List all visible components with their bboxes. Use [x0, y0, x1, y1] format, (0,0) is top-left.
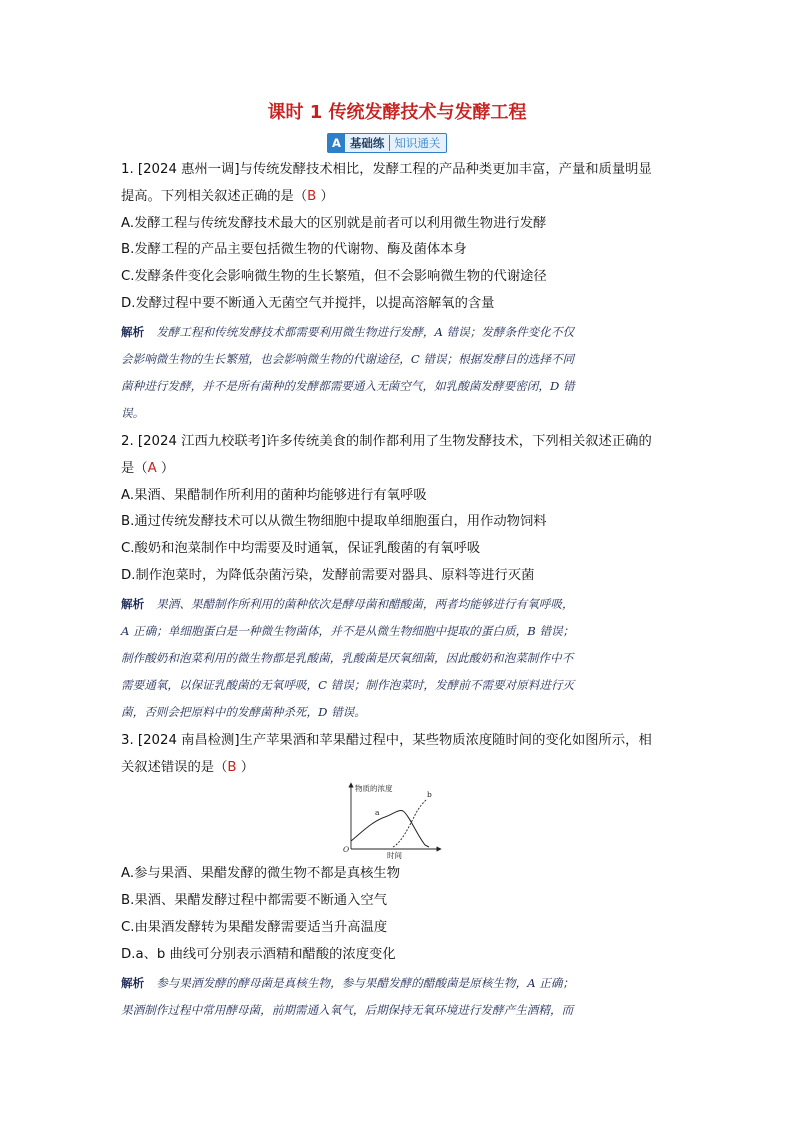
q1-option-b: B.发酵工程的产品主要包括微生物的代谢物、酶及菌体本身	[121, 242, 467, 257]
q2-explanation-line1: 解析 果酒、果醋制作所利用的菌种依次是酵母菌和醋酸菌，两者均能够进行有氧呼吸，	[121, 597, 574, 611]
q2-stem-line2: 是（A ）	[121, 461, 175, 476]
q1-explanation-line2: 会影响微生物的生长繁殖，也会影响微生物的代谢途径，C 错误；根据发酵目的选择不同	[121, 352, 575, 366]
q1-option-a: A.发酵工程与传统发酵技术最大的区别就是前者可以利用微生物进行发酵	[121, 216, 547, 231]
badge-label: 基础练	[349, 136, 385, 150]
q3-explanation-label: 解析	[121, 976, 145, 990]
origin-label: O	[343, 845, 350, 854]
q3-option-a: A.参与果酒、果醋发酵的微生物不都是真核生物	[121, 866, 401, 881]
q3-explanation-line1: 解析 参与果酒发酵的酵母菌是真核生物，参与果醋发酵的醋酸菌是原核生物，A 正确；	[121, 976, 575, 990]
q1-stem-line2: 提高。下列相关叙述正确的是（B ）	[121, 189, 334, 204]
page-title: 课时 1 传统发酵技术与发酵工程	[267, 102, 527, 123]
q2-option-c: C.酸奶和泡菜制作中均需要及时通氧，保证乳酸菌的有氧呼吸	[121, 541, 481, 556]
curve-b-label: b	[427, 790, 432, 799]
q3-option-c: C.由果酒发酵转为果醋发酵需要适当升高温度	[121, 920, 388, 935]
q1-explanation-label: 解析	[121, 325, 145, 339]
curve-a	[351, 811, 429, 847]
q3-stem-line1: 3. [2024 南昌检测]生产苹果酒和苹果醋过程中，某些物质浓度随时间的变化如图所示，相	[121, 733, 652, 748]
q3-stem-line2: 关叙述错误的是（B ）	[121, 760, 255, 775]
q1-explanation-line3: 菌种进行发酵，并不是所有菌种的发酵都需要通入无菌空气，如乳酸菌发酵要密闭，D 错	[121, 379, 575, 393]
q1-option-c: C.发酵条件变化会影响微生物的生长繁殖，但不会影响微生物的代谢途径	[121, 269, 547, 284]
x-axis-label: 时间	[387, 851, 402, 860]
q2-explanation-line2: A 正确；单细胞蛋白是一种微生物菌体，并不是从微生物细胞中提取的蛋白质，B 错误；	[121, 624, 575, 638]
curve-a-label: a	[375, 808, 380, 817]
q3-explanation-line2: 果酒制作过程中常用酵母菌，前期需通入氧气，后期保持无氧环境进行发酵产生酒精，而	[121, 1003, 574, 1017]
q2-option-d: D.制作泡菜时，为降低杂菌污染，发酵前需要对器具、原料等进行灭菌	[121, 568, 535, 583]
q2-option-b: B.通过传统发酵技术可以从微生物细胞中提取单细胞蛋白，用作动物饲料	[121, 514, 547, 529]
q1-explanation-line4: 误。	[121, 406, 145, 420]
q3-answer: B	[227, 760, 237, 775]
q1-option-d: D.发酵过程中要不断通入无菌空气并搅拌，以提高溶解氧的含量	[121, 296, 495, 311]
q2-answer: A	[147, 461, 157, 476]
q3-option-b: B.果酒、果醋发酵过程中都需要不断通入空气	[121, 893, 387, 908]
q2-explanation-line4: 需要通氧，以保证乳酸菌的无氧呼吸，C 错误；制作泡菜时，发酵前不需要对原料进行灭	[121, 678, 575, 692]
q1-answer: B	[307, 189, 317, 204]
badge-letter: A	[328, 134, 345, 152]
q1-explanation-line1: 解析 发酵工程和传统发酵技术都需要利用微生物进行发酵，A 错误；发酵条件变化不仅	[121, 325, 575, 339]
level-badge	[327, 133, 447, 153]
q3-option-d: D.a、b 曲线可分别表示酒精和醋酸的浓度变化	[121, 947, 396, 962]
q2-explanation-line3: 制作酸奶和泡菜利用的微生物都是乳酸菌，乳酸菌是厌氧细菌，因此酸奶和泡菜制作中不	[121, 651, 574, 665]
y-axis-label: 物质的浓度	[355, 784, 393, 793]
q1-stem-line1: 1. [2024 惠州一调]与传统发酵技术相比，发酵工程的产品种类更加丰富，产量和质量明显	[121, 162, 652, 177]
q2-explanation-label: 解析	[121, 597, 145, 611]
q2-stem-line1: 2. [2024 江西九校联考]许多传统美食的制作都利用了生物发酵技术，下列相关叙述正确的	[121, 434, 652, 449]
q2-explanation-line5: 菌，否则会把原料中的发酵菌种杀死，D 错误。	[121, 705, 366, 719]
badge-sub: 知识通关	[389, 135, 446, 151]
q2-option-a: A.果酒、果醋制作所利用的菌种均能够进行有氧呼吸	[121, 488, 427, 503]
concentration-time-graph	[343, 781, 443, 861]
